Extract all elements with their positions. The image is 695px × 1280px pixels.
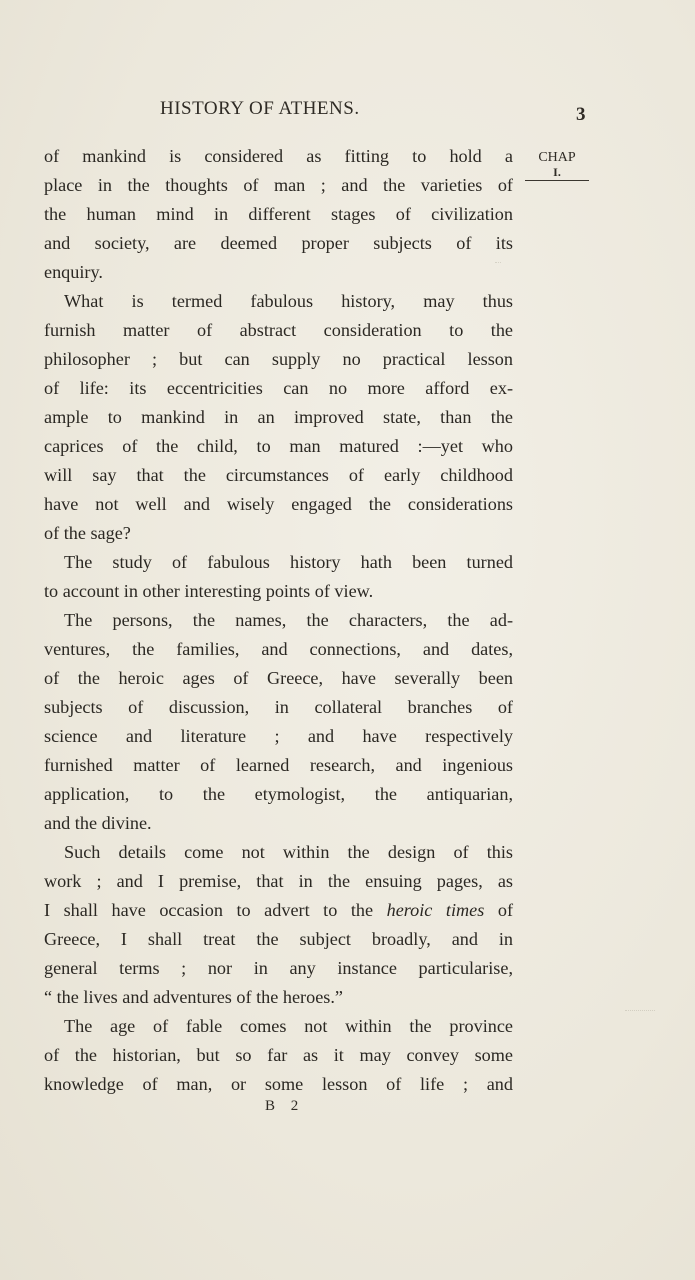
text-line: the human mind in different stages of civilization	[44, 204, 513, 224]
text-line: and the divine.	[44, 813, 152, 833]
margin-rule	[525, 180, 589, 181]
text-line: Greece, I shall treat the subject broadly, and in	[44, 929, 513, 949]
text-line: ample to mankind in an improved state, than the	[44, 407, 513, 427]
text-line: will say that the circumstances of early childhood	[44, 465, 513, 485]
text-line: subjects of discussion, in collateral branches of	[44, 697, 513, 717]
paper-fleck	[625, 1010, 655, 1021]
text-line: science and literature ; and have respectively	[44, 726, 513, 746]
text-line: furnished matter of learned research, and ingenious	[44, 755, 513, 775]
text-line: The persons, the names, the characters, the ad-	[64, 610, 513, 630]
text-line: to account in other interesting points of view.	[44, 581, 374, 601]
text-line: general terms ; nor in any instance particularise,	[44, 958, 513, 978]
text-line: of the heroic ages of Greece, have severally been	[44, 668, 513, 688]
text-line: What is termed fabulous history, may thus	[64, 291, 513, 311]
text-line: furnish matter of abstract consideration to the	[44, 320, 513, 340]
text-line: caprices of the child, to man matured :—yet who	[44, 436, 513, 456]
text-line: of mankind is considered as fitting to hold a	[44, 146, 513, 166]
italic-phrase: heroic times	[386, 900, 485, 920]
chapter-margin-note	[522, 150, 592, 181]
chapter-label: CHAP	[538, 150, 576, 165]
text-line: Such details come not within the design of this	[64, 842, 513, 862]
text-line: philosopher ; but can supply no practical lesson	[44, 349, 513, 369]
text-line: of the historian, but so far as it may convey some	[44, 1045, 513, 1065]
text-line: The age of fable comes not within the province	[64, 1016, 513, 1036]
page-number: 3	[576, 104, 586, 125]
text-line: have not well and wisely engaged the considerations	[44, 494, 513, 514]
running-title: HISTORY OF ATHENS.	[160, 98, 360, 119]
text-line: I shall have occasion to advert to the heroic times of	[44, 900, 513, 920]
text-line: of the sage?	[44, 523, 131, 543]
text-line: and society, are deemed proper subjects of its	[44, 233, 513, 253]
body-text	[44, 142, 513, 1099]
signature-mark: B 2	[265, 1098, 305, 1114]
text-line: application, to the etymologist, the antiquarian,	[44, 784, 513, 804]
chapter-number: I.	[553, 165, 561, 179]
text-line: ventures, the families, and connections, and dates,	[44, 639, 513, 659]
text-line: work ; and I premise, that in the ensuing pages, as	[44, 871, 513, 891]
text-line: place in the thoughts of man ; and the varieties of	[44, 175, 513, 195]
text-line: enquiry.	[44, 262, 103, 282]
text-line: The study of fabulous history hath been turned	[64, 552, 513, 572]
text-line: of life: its eccentricities can no more afford ex-	[44, 378, 513, 398]
text-line: “ the lives and adventures of the heroes.”	[44, 987, 343, 1007]
text-line: knowledge of man, or some lesson of life ; and	[44, 1074, 513, 1094]
paper-fleck	[495, 262, 501, 273]
